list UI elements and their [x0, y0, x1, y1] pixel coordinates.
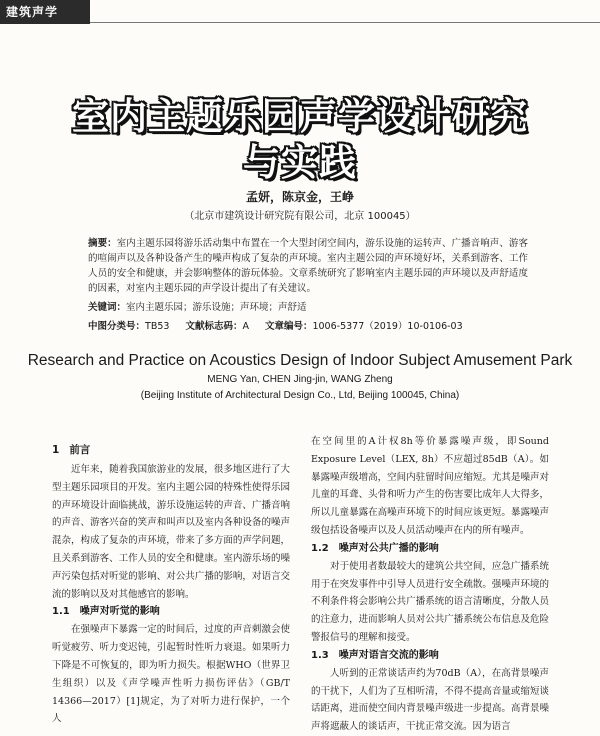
abstract-text: 室内主题乐园将游乐活动集中布置在一个大型封闭空间内，游乐设施的运转声、广播音响声、游客的喧闹声以及各种设备产生的噪声构成了复杂的声环境。室内主题公园的声环境好坏，关系到游客、工作人员的安全和健康，并会影响整体的游玩体验。文章系统研究了影响室内主题乐园的声环境以及声舒适度的因素，对室内主题乐园的声学设计提出了有关建议。	[88, 238, 528, 294]
section-1-1-heading: 1.1 噪声对听觉的影响	[52, 606, 160, 618]
body-column-right	[311, 433, 549, 736]
paragraph-speech: 人听到的正常谈话声约为70dB（A），在高背景噪声的干扰下，人们为了互相听清，不得不提高音量或缩短谈话距离，进而使空间内背景噪声级进一步提高。高背景噪声将遮蔽人的谈话声，干扰正常交流。因为语言	[311, 667, 549, 733]
keywords-text: 室内主题乐园；游乐设施；声环境；声舒适	[126, 302, 307, 313]
authors-cn: 孟妍，陈京金，王峥	[245, 190, 354, 204]
affiliation-en: (Beijing Institute of Architectural Design Co., Ltd, Beijing 100045, China)	[140, 390, 460, 401]
paragraph-hearing: 在强噪声下暴露一定的时间后，过度的声音刺激会使听觉疲劳、听力变迟钝，引起暂时性听力衰退。如果听力下降是不可恢复的，即为听力损失。根据WHO（世界卫生组织）以及《声学噪声性听力损伤评估》（GB/T 14366—2017）[1]规定，为了对听力进行保护，一个人	[52, 624, 290, 725]
abstract	[88, 236, 528, 296]
section-1-heading: 1 前言	[52, 444, 91, 456]
abstract-label: 摘要：	[88, 238, 117, 249]
header-rule	[90, 22, 600, 23]
title-cn-line2: 与实践	[243, 141, 357, 184]
article-number: 文章编号：1006-5377（2019）10-0106-03	[264, 321, 463, 332]
section-1-3-heading: 1.3 噪声对语言交流的影响	[311, 649, 439, 661]
title-en: Research and Practice on Acoustics Design of Indoor Subject Amusement Park	[27, 352, 573, 369]
section-1-2-heading: 1.2 噪声对公共广播的影响	[311, 542, 439, 554]
paragraph-broadcast: 对于使用者数最较大的建筑公共空间，应急广播系统用于在突发事件中引导人员进行安全疏散。强噪声环境的不利条件将会影响公共广播系统的语言清晰度，分散人员的注意力，进而影响人员对公共广播系统公布信息及危险警报信号的理解和接受。	[311, 560, 549, 643]
clc-number: 中图分类号：TB53	[88, 321, 170, 332]
document-code: 文献标志码：A	[185, 321, 249, 332]
paragraph-intro: 近年来，随着我国旅游业的发展，很多地区进行了大型主题乐园项目的开发。室内主题公园的特殊性使得乐园的声环境设计面临挑战，游乐设施运转的声音、广播音响的声音、游客兴奋的笑声和叫声以及室内各种设备的噪声混杂，构成了复杂的声环境，带来了多方面的声学问题，且关系到游客、工作人员的安全和健康。室内游乐场的噪声污染包括对听觉的影响、对公共广播的影响，对语言交流的影响以及对其他感官的影响。	[52, 464, 290, 600]
authors-en: MENG Yan, CHEN Jing-jin, WANG Zheng	[207, 374, 393, 385]
paragraph-exposure: 在空间里的A计权8h等价暴露噪声级，即Sound Exposure Level（LEX, 8h）不应超过85dB（A）。如暴露噪声级增高，空间内驻留时间应缩短。尤其是噪声对儿童的耳聋、头骨和听力产生的伤害要比成年人大得多，所以儿童暴露在高噪声环境下的时间应该更短。暴露噪声级包括设备噪声以及人员活动噪声在内的所有噪声。	[311, 436, 549, 536]
affiliation-cn: （北京市建筑设计研究院有限公司，北京 100045）	[184, 211, 416, 222]
body-column-left	[52, 441, 290, 728]
title-cn-line1: 室内主题乐园声学设计研究	[72, 95, 528, 138]
keywords-label: 关键词：	[88, 302, 127, 313]
keywords	[88, 301, 528, 315]
journal-section-tab: 建筑声学	[0, 0, 90, 24]
classification-line	[88, 318, 548, 332]
